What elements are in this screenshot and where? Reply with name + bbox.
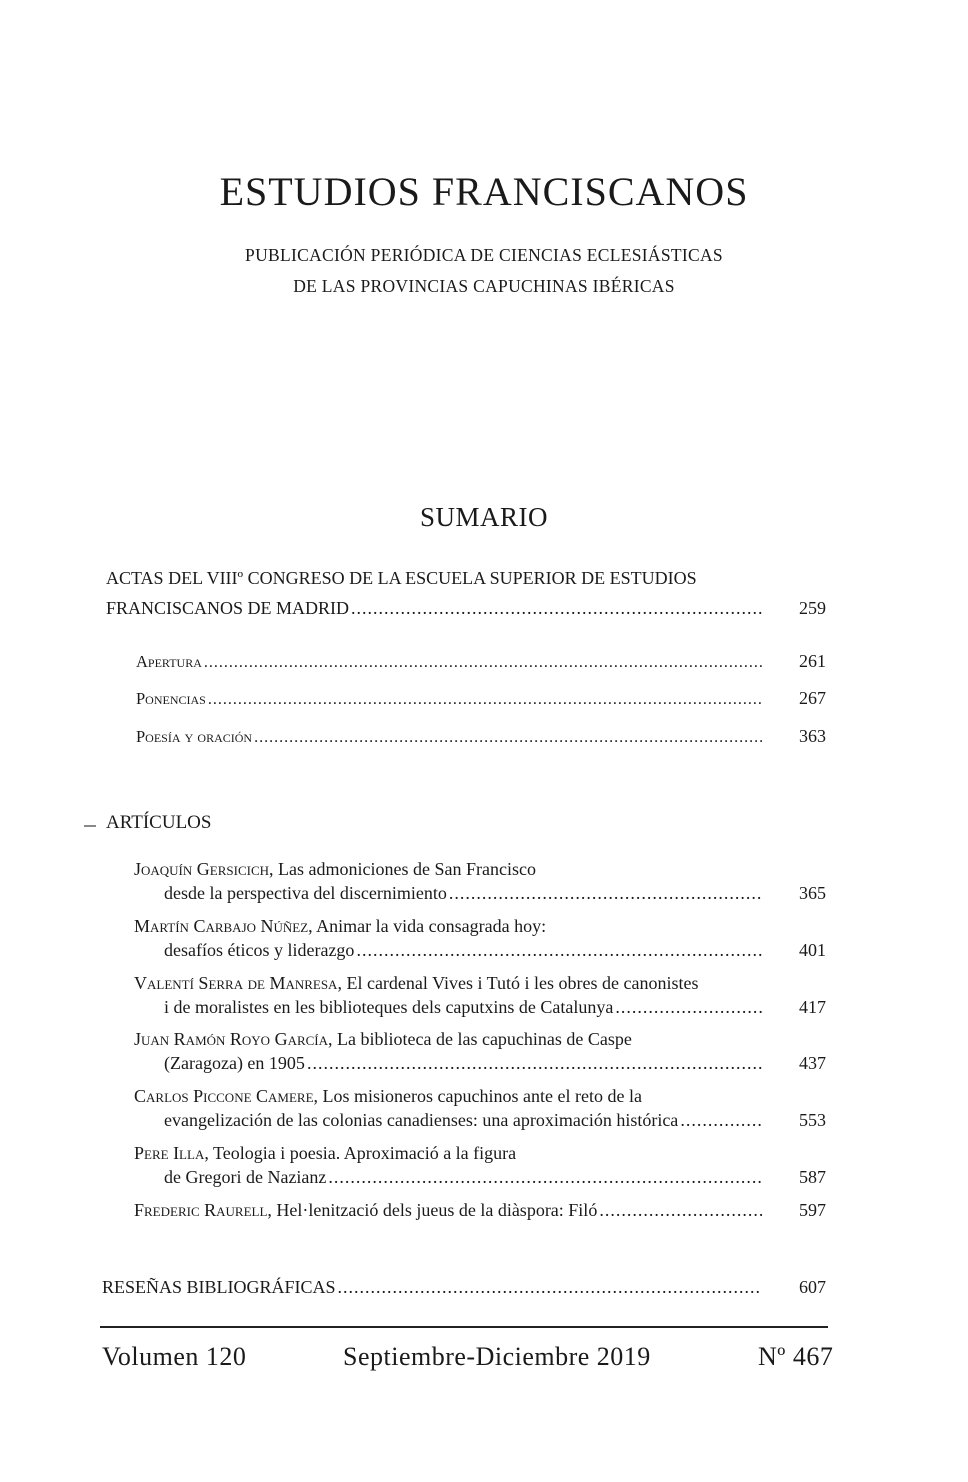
actas-title-line2: FRANCISCANOS DE MADRID	[106, 598, 350, 618]
journal-subtitle-line1: PUBLICACIÓN PERIÓDICA DE CIENCIAS ECLESIÁSTICAS	[245, 245, 723, 265]
article-entry-7	[134, 1198, 826, 1222]
article-author: Frederic Raurell	[134, 1200, 268, 1220]
toc-entry-resenas	[102, 1275, 826, 1299]
actas-title-line1: ACTAS DEL VIIIº CONGRESO DE LA ESCUELA SUPERIOR DE ESTUDIOS	[106, 568, 697, 588]
toc-label: Ponencias	[136, 689, 206, 708]
footer-number: Nº 467	[758, 1342, 834, 1371]
footer-date: Septiembre-Diciembre 2019	[343, 1342, 651, 1371]
article-title-line1: , Hel·lenització dels jueus de la diàspora: Filó	[267, 1200, 598, 1220]
article-entry-2	[134, 914, 826, 962]
article-title-line2: desde la perspectiva del discernimiento	[164, 883, 447, 903]
leader-dots	[254, 726, 762, 750]
leader-dots	[307, 1051, 762, 1075]
article-author: Juan Ramón Royo García	[134, 1029, 329, 1049]
sumario-heading: SUMARIO	[419, 502, 549, 532]
page-number: 607	[799, 1277, 826, 1297]
page-number: 363	[799, 726, 826, 746]
article-author: Joaquín Gersicich	[134, 859, 270, 879]
actas-line1	[106, 566, 826, 590]
page-number: 401	[799, 940, 826, 960]
resenas-label: RESEÑAS BIBLIOGRÁFICAS	[102, 1277, 336, 1297]
toc-entry-ponencias	[136, 686, 826, 712]
leader-dots	[351, 596, 762, 620]
page-number: 597	[799, 1200, 826, 1220]
page-number: 417	[799, 997, 826, 1017]
article-author: Carlos Piccone Camere	[134, 1086, 314, 1106]
dash-mark-icon	[84, 825, 96, 827]
leader-dots	[356, 938, 762, 962]
article-title-line2: desafíos éticos y liderazgo	[164, 940, 355, 960]
footer-volume: Volumen 120	[102, 1342, 247, 1371]
article-entry-6	[134, 1141, 826, 1189]
article-entry-5	[134, 1084, 826, 1132]
leader-dots	[449, 881, 762, 905]
toc-entry-poesia	[136, 724, 826, 750]
footer-divider	[100, 1326, 828, 1328]
leader-dots	[338, 1275, 762, 1299]
article-author: Martín Carbajo Núñez	[134, 916, 309, 936]
leader-dots	[615, 995, 762, 1019]
article-title-line1: , Los misioneros capuchinos ante el reto de la	[313, 1086, 642, 1106]
page-number: 553	[799, 1110, 826, 1130]
article-title-line2: i de moralistes en les biblioteques dels caputxins de Catalunya	[164, 997, 614, 1017]
toc-entry-actas	[106, 566, 826, 620]
page-number: 267	[799, 688, 826, 708]
journal-title: ESTUDIOS FRANCISCANOS	[219, 169, 749, 214]
article-title-line1: , Las admoniciones de San Francisco	[269, 859, 536, 879]
page-number: 259	[799, 598, 826, 618]
article-entry-3	[134, 971, 826, 1019]
article-title-line1: , La biblioteca de las capuchinas de Caspe	[328, 1029, 632, 1049]
article-title-line1: , Teologia i poesia. Aproximació a la figura	[204, 1143, 517, 1163]
leader-dots	[208, 688, 762, 712]
article-title-line2: evangelización de las colonias canadienses: una aproximación histórica	[164, 1110, 679, 1130]
article-title-line2: (Zaragoza) en 1905	[164, 1053, 305, 1073]
article-title-line1: , Animar la vida consagrada hoy:	[308, 916, 547, 936]
articulos-heading: ARTÍCULOS	[106, 812, 212, 833]
article-title-line2: de Gregori de Nazianz	[164, 1167, 327, 1187]
article-author: Valentí Serra de Manresa	[134, 973, 338, 993]
leader-dots	[680, 1108, 762, 1132]
page-number: 437	[799, 1053, 826, 1073]
leader-dots	[204, 651, 762, 675]
page-number: 365	[799, 883, 826, 903]
article-title-line1: , El cardenal Vives i Tutó i les obres de canonistes	[337, 973, 699, 993]
journal-subtitle-line2: DE LAS PROVINCIAS CAPUCHINAS IBÉRICAS	[293, 276, 675, 296]
actas-line2	[106, 596, 826, 620]
leader-dots	[599, 1198, 762, 1222]
leader-dots	[328, 1165, 762, 1189]
toc-entry-apertura	[136, 649, 826, 675]
article-entry-4	[134, 1027, 826, 1075]
article-entry-1	[134, 857, 826, 905]
page-number: 261	[799, 651, 826, 671]
toc-label: Poesía y oración	[136, 727, 253, 746]
page-number: 587	[799, 1167, 826, 1187]
article-author: Pere Illa	[134, 1143, 205, 1163]
toc-label: Apertura	[136, 652, 202, 671]
